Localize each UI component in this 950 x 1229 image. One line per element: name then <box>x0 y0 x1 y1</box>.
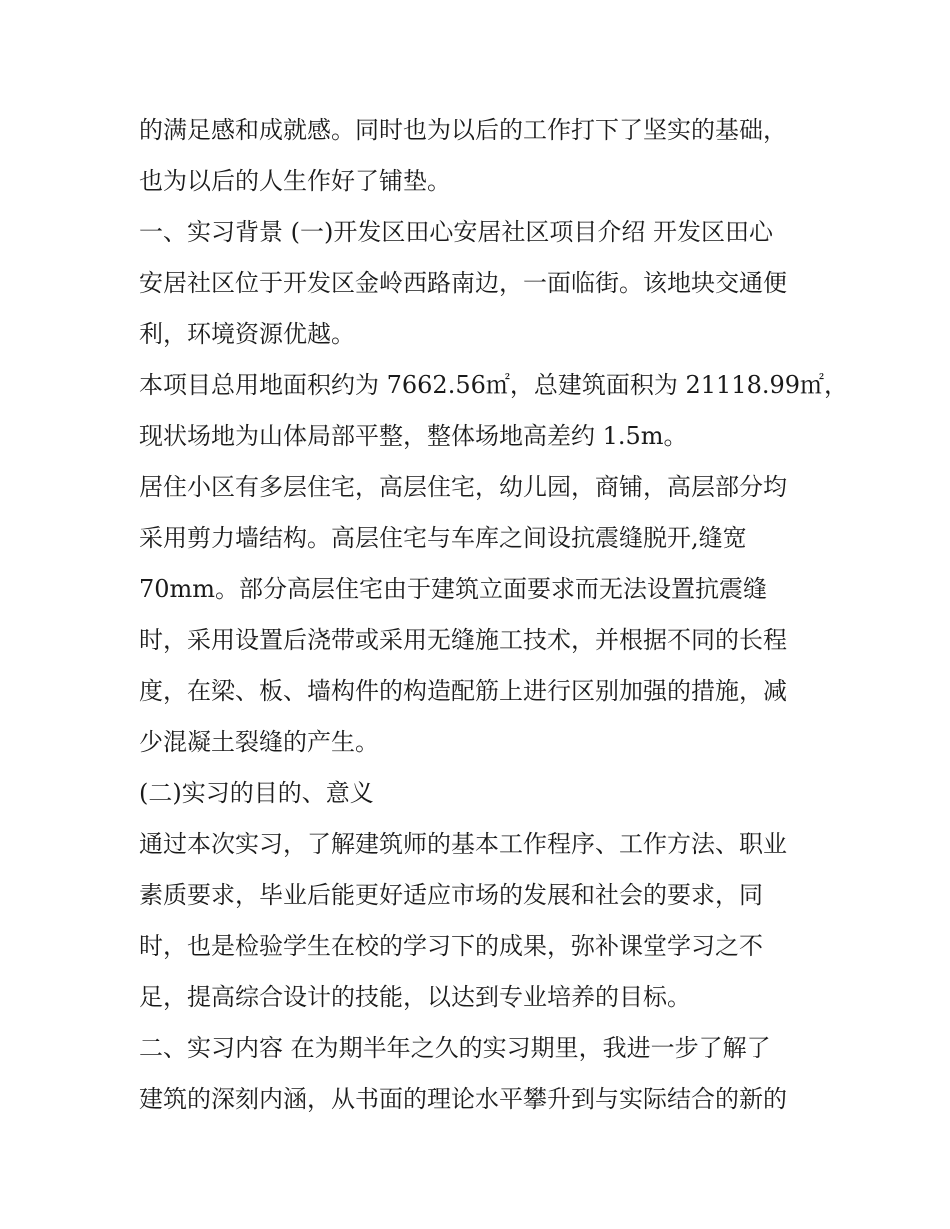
text-line: 二、实习内容 在为期半年之久的实习期里，我进一步了解了 <box>139 1034 771 1062</box>
text-line: 足，提高综合设计的技能，以达到专业培养的目标。 <box>139 983 691 1011</box>
text-line: 时，采用设置后浇带或采用无缝施工技术，并根据不同的长程 <box>139 626 787 654</box>
text-line: 利，环境资源优越。 <box>139 320 355 348</box>
text-line: 居住小区有多层住宅，高层住宅，幼儿园，商铺，高层部分均 <box>139 473 787 501</box>
text-line: 度，在梁、板、墙构件的构造配筋上进行区别加强的措施，减 <box>139 677 787 705</box>
text-line: 的满足感和成就感。同时也为以后的工作打下了坚实的基础， <box>139 116 787 144</box>
text-line: 少混凝土裂缝的产生。 <box>139 728 379 756</box>
text-line: 采用剪力墙结构。高层住宅与车库之间设抗震缝脱开,缝宽 <box>139 524 747 552</box>
section-heading: (二)实习的目的、意义 <box>139 779 374 807</box>
text-line: 一、实习背景 (一)开发区田心安居社区项目介绍 开发区田心 <box>139 218 773 246</box>
text-line: 本项目总用地面积约为 7662.56㎡，总建筑面积为 21118.99㎡， <box>139 371 849 399</box>
text-line: 时，也是检验学生在校的学习下的成果，弥补课堂学习之不 <box>139 932 763 960</box>
text-line: 安居社区位于开发区金岭西路南边，一面临街。该地块交通便 <box>139 269 787 297</box>
text-line: 现状场地为山体局部平整，整体场地高差约 1.5m。 <box>139 422 688 450</box>
text-line: 也为以后的人生作好了铺垫。 <box>139 167 451 195</box>
text-line: 70mm。部分高层住宅由于建筑立面要求而无法设置抗震缝 <box>139 575 768 603</box>
text-line: 建筑的深刻内涵，从书面的理论水平攀升到与实际结合的新的 <box>139 1085 787 1113</box>
text-line: 通过本次实习，了解建筑师的基本工作程序、工作方法、职业 <box>139 830 787 858</box>
text-line: 素质要求，毕业后能更好适应市场的发展和社会的要求，同 <box>139 881 763 909</box>
body-text <box>139 105 849 1125</box>
